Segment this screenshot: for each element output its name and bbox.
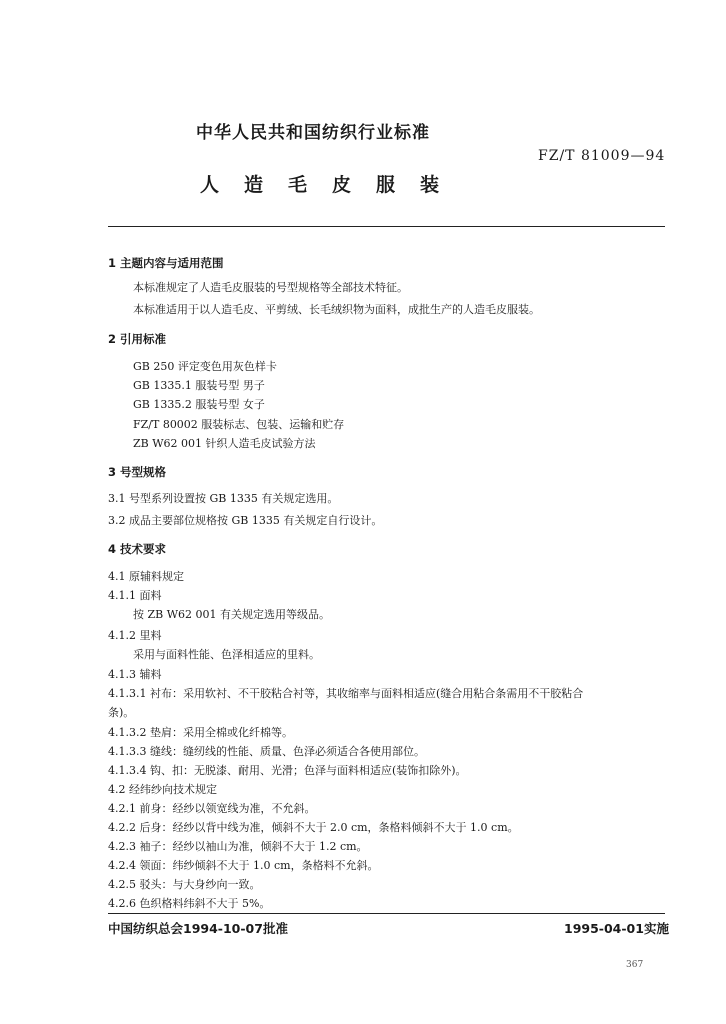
paragraph: 本标准适用于以人造毛皮、平剪绒、长毛绒织物为面料，成批生产的人造毛皮服装。 xyxy=(133,303,540,316)
org-title: 中华人民共和国纺织行业标准 xyxy=(196,123,430,143)
clause: 4.1.3.1 衬布：采用软衬、不干胶粘合衬等，其收缩率与面料相适应(缝合用粘合条需用不干胶粘合 xyxy=(108,687,584,700)
effective-date: 1995-04-01实施 xyxy=(564,921,669,936)
approval-note: 中国纺织总会1994-10-07批准 xyxy=(108,921,288,936)
clause: 4.2.5 驳头：与大身纱向一致。 xyxy=(108,878,261,891)
footer-rule xyxy=(108,913,665,914)
clause: 4.2.6 色织格料纬斜不大于 5%。 xyxy=(108,897,271,910)
clause: 4.2 经纬纱向技术规定 xyxy=(108,783,217,796)
page-number: 367 xyxy=(626,960,644,970)
section-3-heading: 3 号型规格 xyxy=(108,465,167,479)
clause: 4.2.2 后身：经纱以背中线为准，倾斜不大于 2.0 cm，条格料倾斜不大于 1.0 cm。 xyxy=(108,821,519,834)
clause: 4.2.4 领面：纬纱倾斜不大于 1.0 cm，条格料不允斜。 xyxy=(108,859,379,872)
document-title: 人造毛皮服装 xyxy=(200,174,465,196)
clause: 采用与面料性能、色泽相适应的里料。 xyxy=(133,648,320,661)
reference-item: GB 1335.1 服装号型 男子 xyxy=(133,379,265,392)
clause: 按 ZB W62 001 有关规定选用等级品。 xyxy=(133,608,331,621)
section-4-heading: 4 技术要求 xyxy=(108,542,167,556)
clause: 4.1.3 辅料 xyxy=(108,668,162,681)
reference-item: GB 250 评定变色用灰色样卡 xyxy=(133,360,277,373)
standard-code: FZ/T 81009—94 xyxy=(538,148,666,164)
top-rule xyxy=(108,226,665,227)
clause: 3.2 成品主要部位规格按 GB 1335 有关规定自行设计。 xyxy=(108,514,383,527)
clause: 条)。 xyxy=(108,706,135,719)
clause: 4.2.1 前身：经纱以领宽线为准，不允斜。 xyxy=(108,802,316,815)
clause: 4.1.3.4 钩、扣：无脱漆、耐用、光滑；色泽与面料相适应(装饰扣除外)。 xyxy=(108,764,467,777)
paragraph: 本标准规定了人造毛皮服装的号型规格等全部技术特征。 xyxy=(133,281,408,294)
section-1-heading: 1 主题内容与适用范围 xyxy=(108,256,224,270)
clause: 4.2.3 袖子：经纱以袖山为准，倾斜不大于 1.2 cm。 xyxy=(108,840,368,853)
clause: 3.1 号型系列设置按 GB 1335 有关规定选用。 xyxy=(108,492,339,505)
clause: 4.1.3.2 垫肩：采用全棉或化纤棉等。 xyxy=(108,726,293,739)
section-2-heading: 2 引用标准 xyxy=(108,332,167,346)
clause: 4.1.1 面料 xyxy=(108,589,162,602)
clause: 4.1 原辅料规定 xyxy=(108,570,184,583)
clause: 4.1.3.3 缝线：缝纫线的性能、质量、色泽必须适合各使用部位。 xyxy=(108,745,425,758)
reference-item: ZB W62 001 针织人造毛皮试验方法 xyxy=(133,437,316,450)
reference-item: FZ/T 80002 服装标志、包装、运输和贮存 xyxy=(133,418,345,431)
clause: 4.1.2 里料 xyxy=(108,629,162,642)
reference-item: GB 1335.2 服装号型 女子 xyxy=(133,398,265,411)
